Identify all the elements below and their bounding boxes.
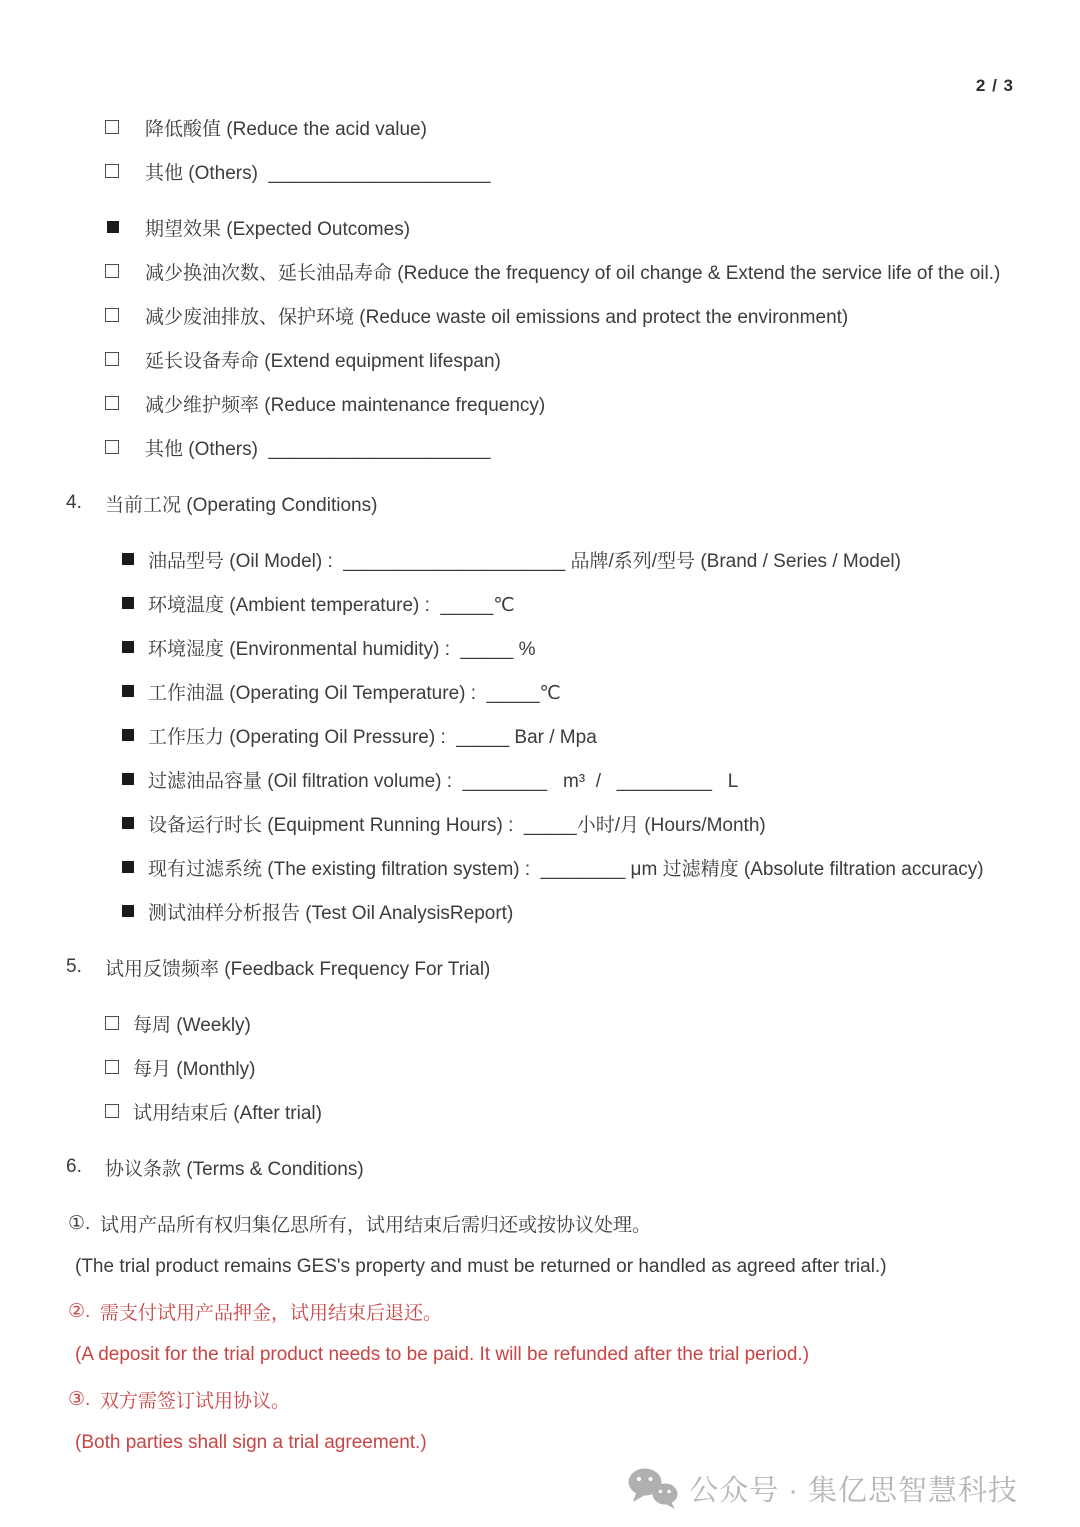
checkbox-label: 减少维护频率 (Reduce maintenance frequency) bbox=[145, 394, 546, 416]
checkbox-reduce-acid-value[interactable] bbox=[105, 120, 119, 134]
checkbox-weekly[interactable] bbox=[105, 1016, 119, 1030]
checkbox-reduce-waste-oil[interactable] bbox=[105, 308, 119, 322]
term-text-en: (A deposit for the trial product needs to be paid. It will be refunded after the trial period.) bbox=[75, 1344, 810, 1365]
checkbox-others-1[interactable] bbox=[105, 164, 119, 178]
checkbox-label: 试用结束后 (After trial) bbox=[133, 1102, 322, 1124]
checkbox-row-reduce-waste-oil bbox=[0, 293, 1080, 337]
section-title: 协议条款 (Terms & Conditions) bbox=[105, 1158, 364, 1180]
circled-number: ②. bbox=[68, 1300, 91, 1322]
term-3-zh bbox=[0, 1377, 1080, 1421]
checkbox-row-reduce-acid-value bbox=[0, 105, 1080, 149]
term-text-en: (The trial product remains GES's property and must be returned or handled as agreed after trial.) bbox=[75, 1256, 887, 1277]
filled-square-icon bbox=[122, 905, 134, 917]
filled-square-icon bbox=[122, 861, 134, 873]
checkbox-row-reduce-maintenance bbox=[0, 381, 1080, 425]
checkbox-row-after-trial bbox=[0, 1089, 1080, 1133]
checkbox-label: 每周 (Weekly) bbox=[133, 1014, 251, 1036]
form-field-oil-filtration-volume: 过滤油品容量 (Oil filtration volume) : ________ m³ / _________ L bbox=[148, 770, 739, 792]
filled-square-icon bbox=[122, 729, 134, 741]
section-4-items bbox=[0, 537, 1080, 933]
section-6-heading bbox=[0, 1145, 1080, 1189]
wechat-icon bbox=[627, 1467, 679, 1509]
filled-square-icon bbox=[122, 817, 134, 829]
checkbox-extend-equipment-lifespan[interactable] bbox=[105, 352, 119, 366]
checkbox-label: 降低酸值 (Reduce the acid value) bbox=[145, 118, 427, 140]
checkbox-monthly[interactable] bbox=[105, 1060, 119, 1074]
checkbox-after-trial[interactable] bbox=[105, 1104, 119, 1118]
form-field-test-oil-analysis-report: 测试油样分析报告 (Test Oil AnalysisReport) bbox=[148, 902, 514, 924]
section-title: 试用反馈频率 (Feedback Frequency For Trial) bbox=[105, 958, 491, 980]
form-field-operating-oil-pressure: 工作压力 (Operating Oil Pressure) : _____ Bar / Mpa bbox=[148, 726, 597, 748]
form-row-oil-filtration-volume bbox=[0, 757, 1080, 801]
form-field-operating-oil-temperature: 工作油温 (Operating Oil Temperature) : _____℃ bbox=[148, 682, 561, 704]
checkbox-row-others-2 bbox=[0, 425, 1080, 469]
term-2-en bbox=[0, 1333, 1080, 1377]
checkbox-row-reduce-oil-change bbox=[0, 249, 1080, 293]
form-row-equipment-running-hours bbox=[0, 801, 1080, 845]
section-5-items bbox=[0, 1001, 1080, 1133]
checkbox-label: 其他 (Others) _____________________ bbox=[145, 162, 491, 184]
checkbox-others-2[interactable] bbox=[105, 440, 119, 454]
term-1-en bbox=[0, 1245, 1080, 1289]
filled-square-icon bbox=[122, 641, 134, 653]
term-2-zh bbox=[0, 1289, 1080, 1333]
expected-outcomes-heading bbox=[0, 205, 1080, 249]
term-1-zh bbox=[0, 1201, 1080, 1245]
form-row-environmental-humidity bbox=[0, 625, 1080, 669]
form-row-operating-oil-pressure bbox=[0, 713, 1080, 757]
checkbox-label: 其他 (Others) _____________________ bbox=[145, 438, 491, 460]
form-field-environmental-humidity: 环境湿度 (Environmental humidity) : _____ % bbox=[148, 638, 536, 660]
checkbox-label: 每月 (Monthly) bbox=[133, 1058, 256, 1080]
footer-watermark bbox=[0, 1465, 1080, 1511]
section-number: 6. bbox=[66, 1156, 82, 1177]
form-row-operating-oil-temperature bbox=[0, 669, 1080, 713]
filled-square-icon bbox=[107, 221, 119, 233]
checkbox-row-weekly bbox=[0, 1001, 1080, 1045]
section-number: 5. bbox=[66, 956, 82, 977]
form-row-existing-filtration-system bbox=[0, 845, 1080, 889]
checkbox-row-extend-equipment-lifespan bbox=[0, 337, 1080, 381]
term-text-zh: 双方需签订试用协议。 bbox=[100, 1390, 291, 1412]
footer-watermark-text: 公众号 · 集亿思智慧科技 bbox=[689, 1474, 1018, 1507]
checkbox-reduce-maintenance[interactable] bbox=[105, 396, 119, 410]
checkbox-row-monthly bbox=[0, 1045, 1080, 1089]
checkbox-reduce-oil-change[interactable] bbox=[105, 264, 119, 278]
section-title: 当前工况 (Operating Conditions) bbox=[105, 494, 378, 516]
filled-square-icon bbox=[122, 553, 134, 565]
term-3-en bbox=[0, 1421, 1080, 1465]
form-row-test-oil-analysis-report bbox=[0, 889, 1080, 933]
filled-square-icon bbox=[122, 773, 134, 785]
form-field-oil-model: 油品型号 (Oil Model) : _____________________ 品牌/系列/型号 (Brand / Series / Model) bbox=[148, 550, 901, 572]
section-5-heading bbox=[0, 945, 1080, 989]
checkbox-label: 减少废油排放、保护环境 (Reduce waste oil emissions and protect the environment) bbox=[145, 306, 849, 328]
checkbox-label: 减少换油次数、延长油品寿命 (Reduce the frequency of oil change & Extend the service life of the oil.) bbox=[145, 262, 1001, 284]
section-number: 4. bbox=[66, 492, 82, 513]
term-text-zh: 试用产品所有权归集亿思所有，试用结束后需归还或按协议处理。 bbox=[100, 1214, 652, 1236]
page-number: 2 / 3 bbox=[975, 76, 1014, 95]
circled-number: ①. bbox=[68, 1212, 91, 1234]
checkbox-row-others-1 bbox=[0, 149, 1080, 193]
checkbox-label: 延长设备寿命 (Extend equipment lifespan) bbox=[145, 350, 501, 372]
section-4-heading bbox=[0, 481, 1080, 525]
form-row-ambient-temperature bbox=[0, 581, 1080, 625]
term-text-zh: 需支付试用产品押金，试用结束后退还。 bbox=[100, 1302, 443, 1324]
filled-square-icon bbox=[122, 597, 134, 609]
filled-square-icon bbox=[122, 685, 134, 697]
form-field-equipment-running-hours: 设备运行时长 (Equipment Running Hours) : _____小时/月 (Hours/Month) bbox=[148, 814, 766, 836]
circled-number: ③. bbox=[68, 1388, 91, 1410]
form-row-oil-model bbox=[0, 537, 1080, 581]
expected-outcomes-title: 期望效果 (Expected Outcomes) bbox=[145, 218, 411, 240]
form-field-ambient-temperature: 环境温度 (Ambient temperature) : _____℃ bbox=[148, 594, 515, 616]
form-field-existing-filtration-system: 现有过滤系统 (The existing filtration system) : ________ μm 过滤精度 (Absolute filtration accuracy) bbox=[148, 858, 984, 880]
term-text-en: (Both parties shall sign a trial agreement.) bbox=[75, 1432, 427, 1453]
